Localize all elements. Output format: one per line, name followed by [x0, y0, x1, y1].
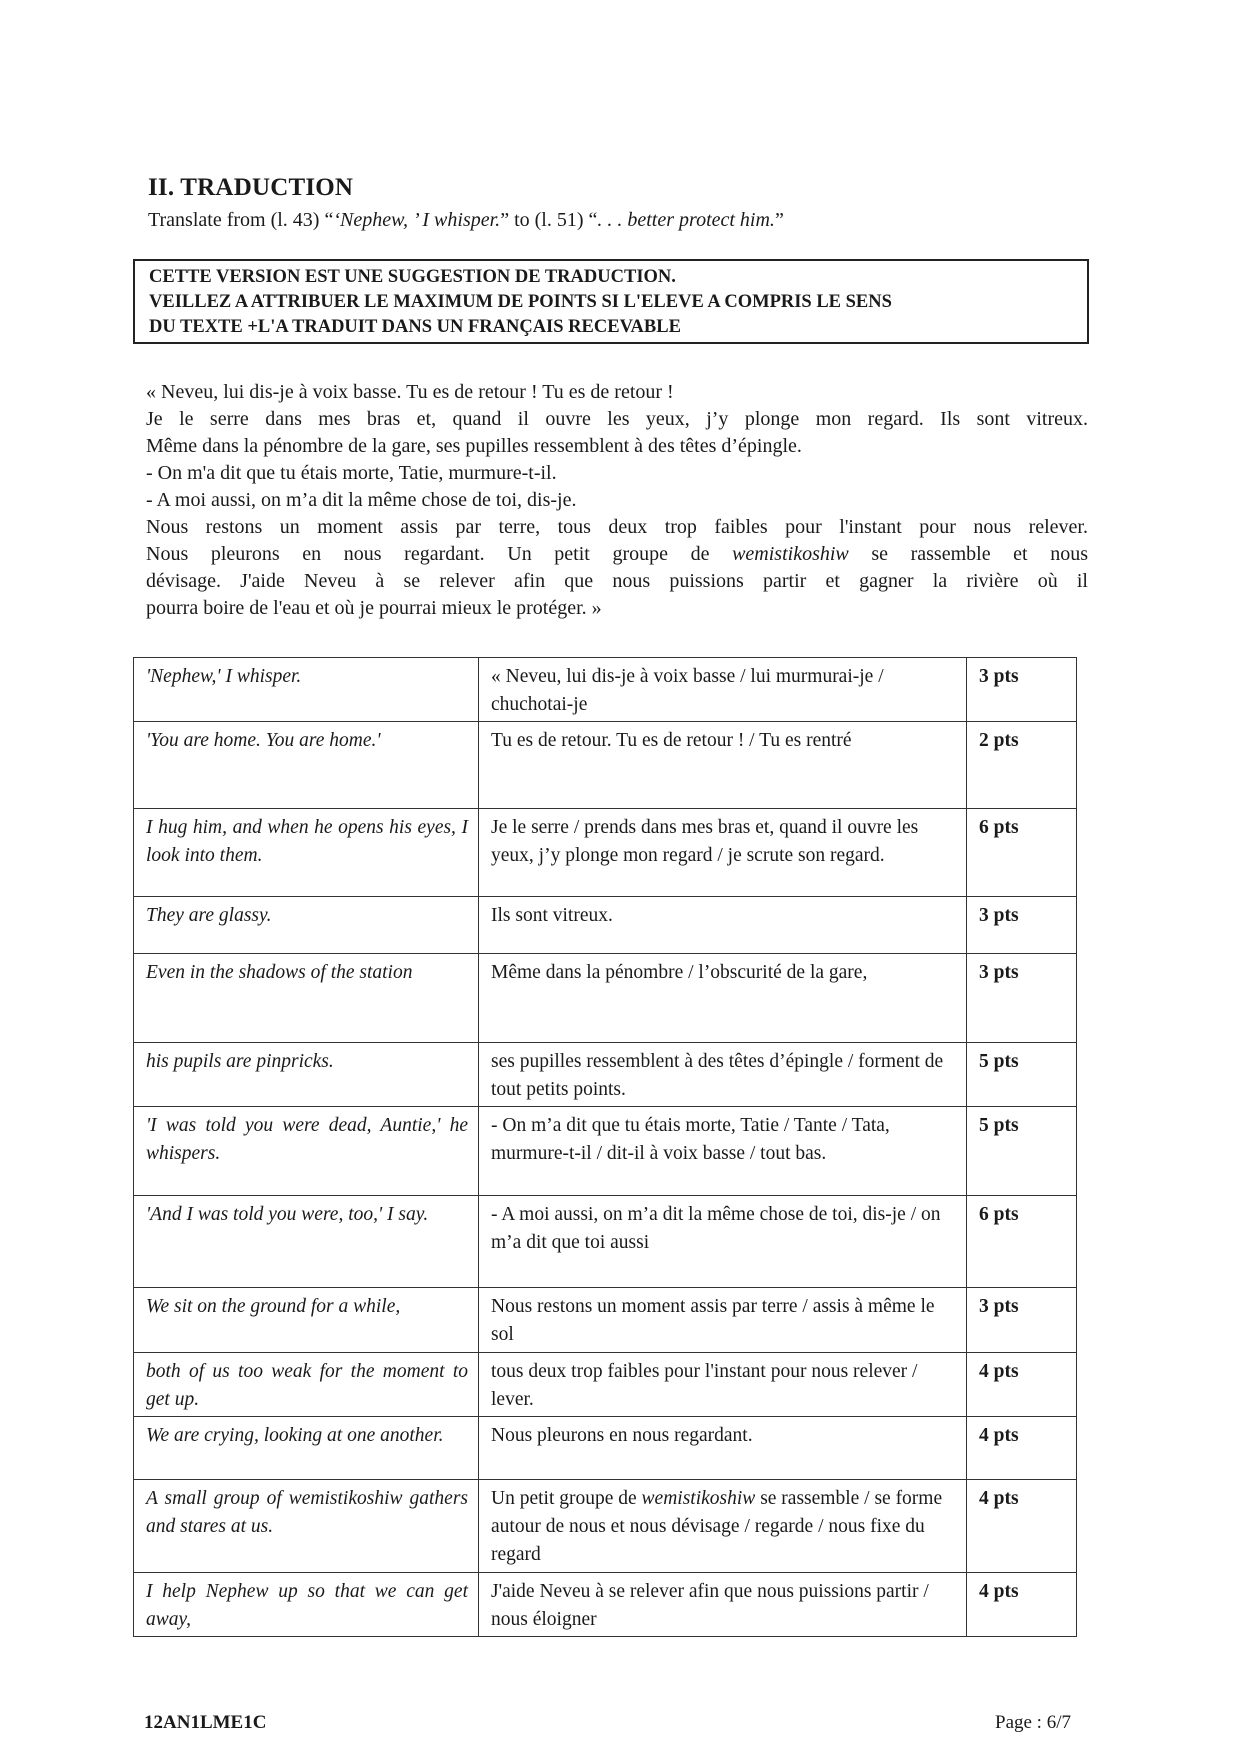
translation-line: Je le serre dans mes bras et, quand il ouvre les yeux, j’y plonge mon regard. Ils sont vitreux. — [146, 408, 1088, 430]
french-cell: Nous restons un moment assis par terre / assis à même le sol — [479, 1288, 967, 1353]
points-cell: 6 pts — [967, 1196, 1077, 1288]
french-cell: ses pupilles ressemblent à des têtes d’épingle / forment de tout petits points. — [479, 1043, 967, 1107]
french-cell: « Neveu, lui dis-je à voix basse / lui murmurai-je / chuchotai-je — [479, 658, 967, 722]
table-row — [134, 1288, 1077, 1353]
translation-fragment-italic: wemistikoshiw — [732, 543, 849, 565]
points-cell: 4 pts — [967, 1353, 1077, 1417]
english-cell: Even in the shadows of the station — [134, 954, 479, 1043]
instruction-quote-end: . . . better protect him. — [597, 209, 775, 231]
english-cell: We sit on the ground for a while, — [134, 1288, 479, 1353]
points-cell: 4 pts — [967, 1417, 1077, 1480]
english-cell: 'Nephew,' I whisper. — [134, 658, 479, 722]
french-cell: Ils sont vitreux. — [479, 897, 967, 954]
notice-line-3: DU TEXTE +L'A TRADUIT DANS UN FRANÇAIS RECEVABLE — [149, 317, 681, 337]
points-cell: 5 pts — [967, 1107, 1077, 1196]
french-cell: Je le serre / prends dans mes bras et, quand il ouvre les yeux, j’y plonge mon regard / je scrute son regard. — [479, 809, 967, 897]
english-cell: A small group of wemistikoshiw gathers and stares at us. — [134, 1480, 479, 1573]
translation-line: - A moi aussi, on m’a dit la même chose de toi, dis-je. — [146, 489, 577, 511]
french-fragment: se rassemble / se forme autour de nous et nous dévisage / regarde / nous fixe du regard — [491, 1488, 943, 1565]
table-row — [134, 1480, 1077, 1573]
notice-line-1: CETTE VERSION EST UNE SUGGESTION DE TRADUCTION. — [149, 267, 676, 287]
points-cell: 6 pts — [967, 809, 1077, 897]
english-cell: I help Nephew up so that we can get away, — [134, 1573, 479, 1637]
section-title: II. TRADUCTION — [148, 174, 354, 201]
french-cell: tous deux trop faibles pour l'instant pour nous relever / lever. — [479, 1353, 967, 1417]
points-cell: 5 pts — [967, 1043, 1077, 1107]
translation-fragment: Nous pleurons en nous regardant. Un petit groupe de — [146, 543, 733, 565]
table-row — [134, 897, 1077, 954]
exam-code: 12AN1LME1C — [144, 1712, 267, 1733]
french-cell — [479, 1480, 967, 1573]
english-cell: 'I was told you were dead, Auntie,' he whispers. — [134, 1107, 479, 1196]
translation-line: pourra boire de l'eau et où je pourrai mieux le protéger. » — [146, 597, 602, 619]
english-cell: They are glassy. — [134, 897, 479, 954]
points-cell: 3 pts — [967, 897, 1077, 954]
english-cell: I hug him, and when he opens his eyes, I look into them. — [134, 809, 479, 897]
points-cell: 3 pts — [967, 658, 1077, 722]
instruction-after: ” — [774, 209, 784, 231]
table-row — [134, 658, 1077, 722]
translation-line: dévisage. J'aide Neveu à se relever afin que nous puissions partir et gagner la rivière où il — [146, 570, 1088, 592]
table-row — [134, 722, 1077, 809]
table-row — [134, 1107, 1077, 1196]
suggested-translation — [146, 379, 1088, 622]
translation-fragment: se rassemble et nous — [848, 543, 1088, 565]
translation-line — [146, 541, 1088, 568]
table-row — [134, 1573, 1077, 1637]
instruction-mid: ” to (l. 51) “ — [500, 209, 598, 231]
table-row — [134, 1196, 1077, 1288]
grading-table — [133, 657, 1077, 1637]
notice-line-2: VEILLEZ A ATTRIBUER LE MAXIMUM DE POINTS SI L'ELEVE A COMPRIS LE SENS — [149, 292, 892, 312]
french-cell: Nous pleurons en nous regardant. — [479, 1417, 967, 1480]
english-cell: 'And I was told you were, too,' I say. — [134, 1196, 479, 1288]
points-cell: 4 pts — [967, 1480, 1077, 1573]
instruction-quote-start: ‘Nephew, ’ I whisper. — [333, 209, 501, 231]
grading-notice-box — [133, 259, 1089, 344]
instruction-line — [148, 209, 784, 232]
table-row — [134, 954, 1077, 1043]
points-cell: 2 pts — [967, 722, 1077, 809]
points-cell: 4 pts — [967, 1573, 1077, 1637]
english-cell: We are crying, looking at one another. — [134, 1417, 479, 1480]
french-cell: Même dans la pénombre / l’obscurité de la gare, — [479, 954, 967, 1043]
table-row — [134, 1043, 1077, 1107]
french-fragment: Un petit groupe de — [491, 1488, 642, 1509]
french-cell: J'aide Neveu à se relever afin que nous puissions partir / nous éloigner — [479, 1573, 967, 1637]
page-number: Page : 6/7 — [995, 1712, 1071, 1733]
translation-line: Même dans la pénombre de la gare, ses pupilles ressemblent à des têtes d’épingle. — [146, 435, 802, 457]
instruction-before: Translate from (l. 43) “ — [148, 209, 334, 231]
french-fragment-italic: wemistikoshiw — [641, 1488, 756, 1509]
french-cell: - On m’a dit que tu étais morte, Tatie / Tante / Tata, murmure-t-il / dit-il à voix basse / tout bas. — [479, 1107, 967, 1196]
french-cell: Tu es de retour. Tu es de retour ! / Tu es rentré — [479, 722, 967, 809]
table-row — [134, 809, 1077, 897]
table-row — [134, 1353, 1077, 1417]
points-cell: 3 pts — [967, 954, 1077, 1043]
french-cell: - A moi aussi, on m’a dit la même chose de toi, dis-je / on m’a dit que toi aussi — [479, 1196, 967, 1288]
points-cell: 3 pts — [967, 1288, 1077, 1353]
english-cell: his pupils are pinpricks. — [134, 1043, 479, 1107]
english-cell: 'You are home. You are home.' — [134, 722, 479, 809]
table-row — [134, 1417, 1077, 1480]
translation-line: « Neveu, lui dis-je à voix basse. Tu es de retour ! Tu es de retour ! — [146, 381, 674, 403]
translation-line: Nous restons un moment assis par terre, tous deux trop faibles pour l'instant pour nous relever. — [146, 516, 1088, 538]
translation-line: - On m'a dit que tu étais morte, Tatie, murmure-t-il. — [146, 462, 557, 484]
english-cell: both of us too weak for the moment to get up. — [134, 1353, 479, 1417]
